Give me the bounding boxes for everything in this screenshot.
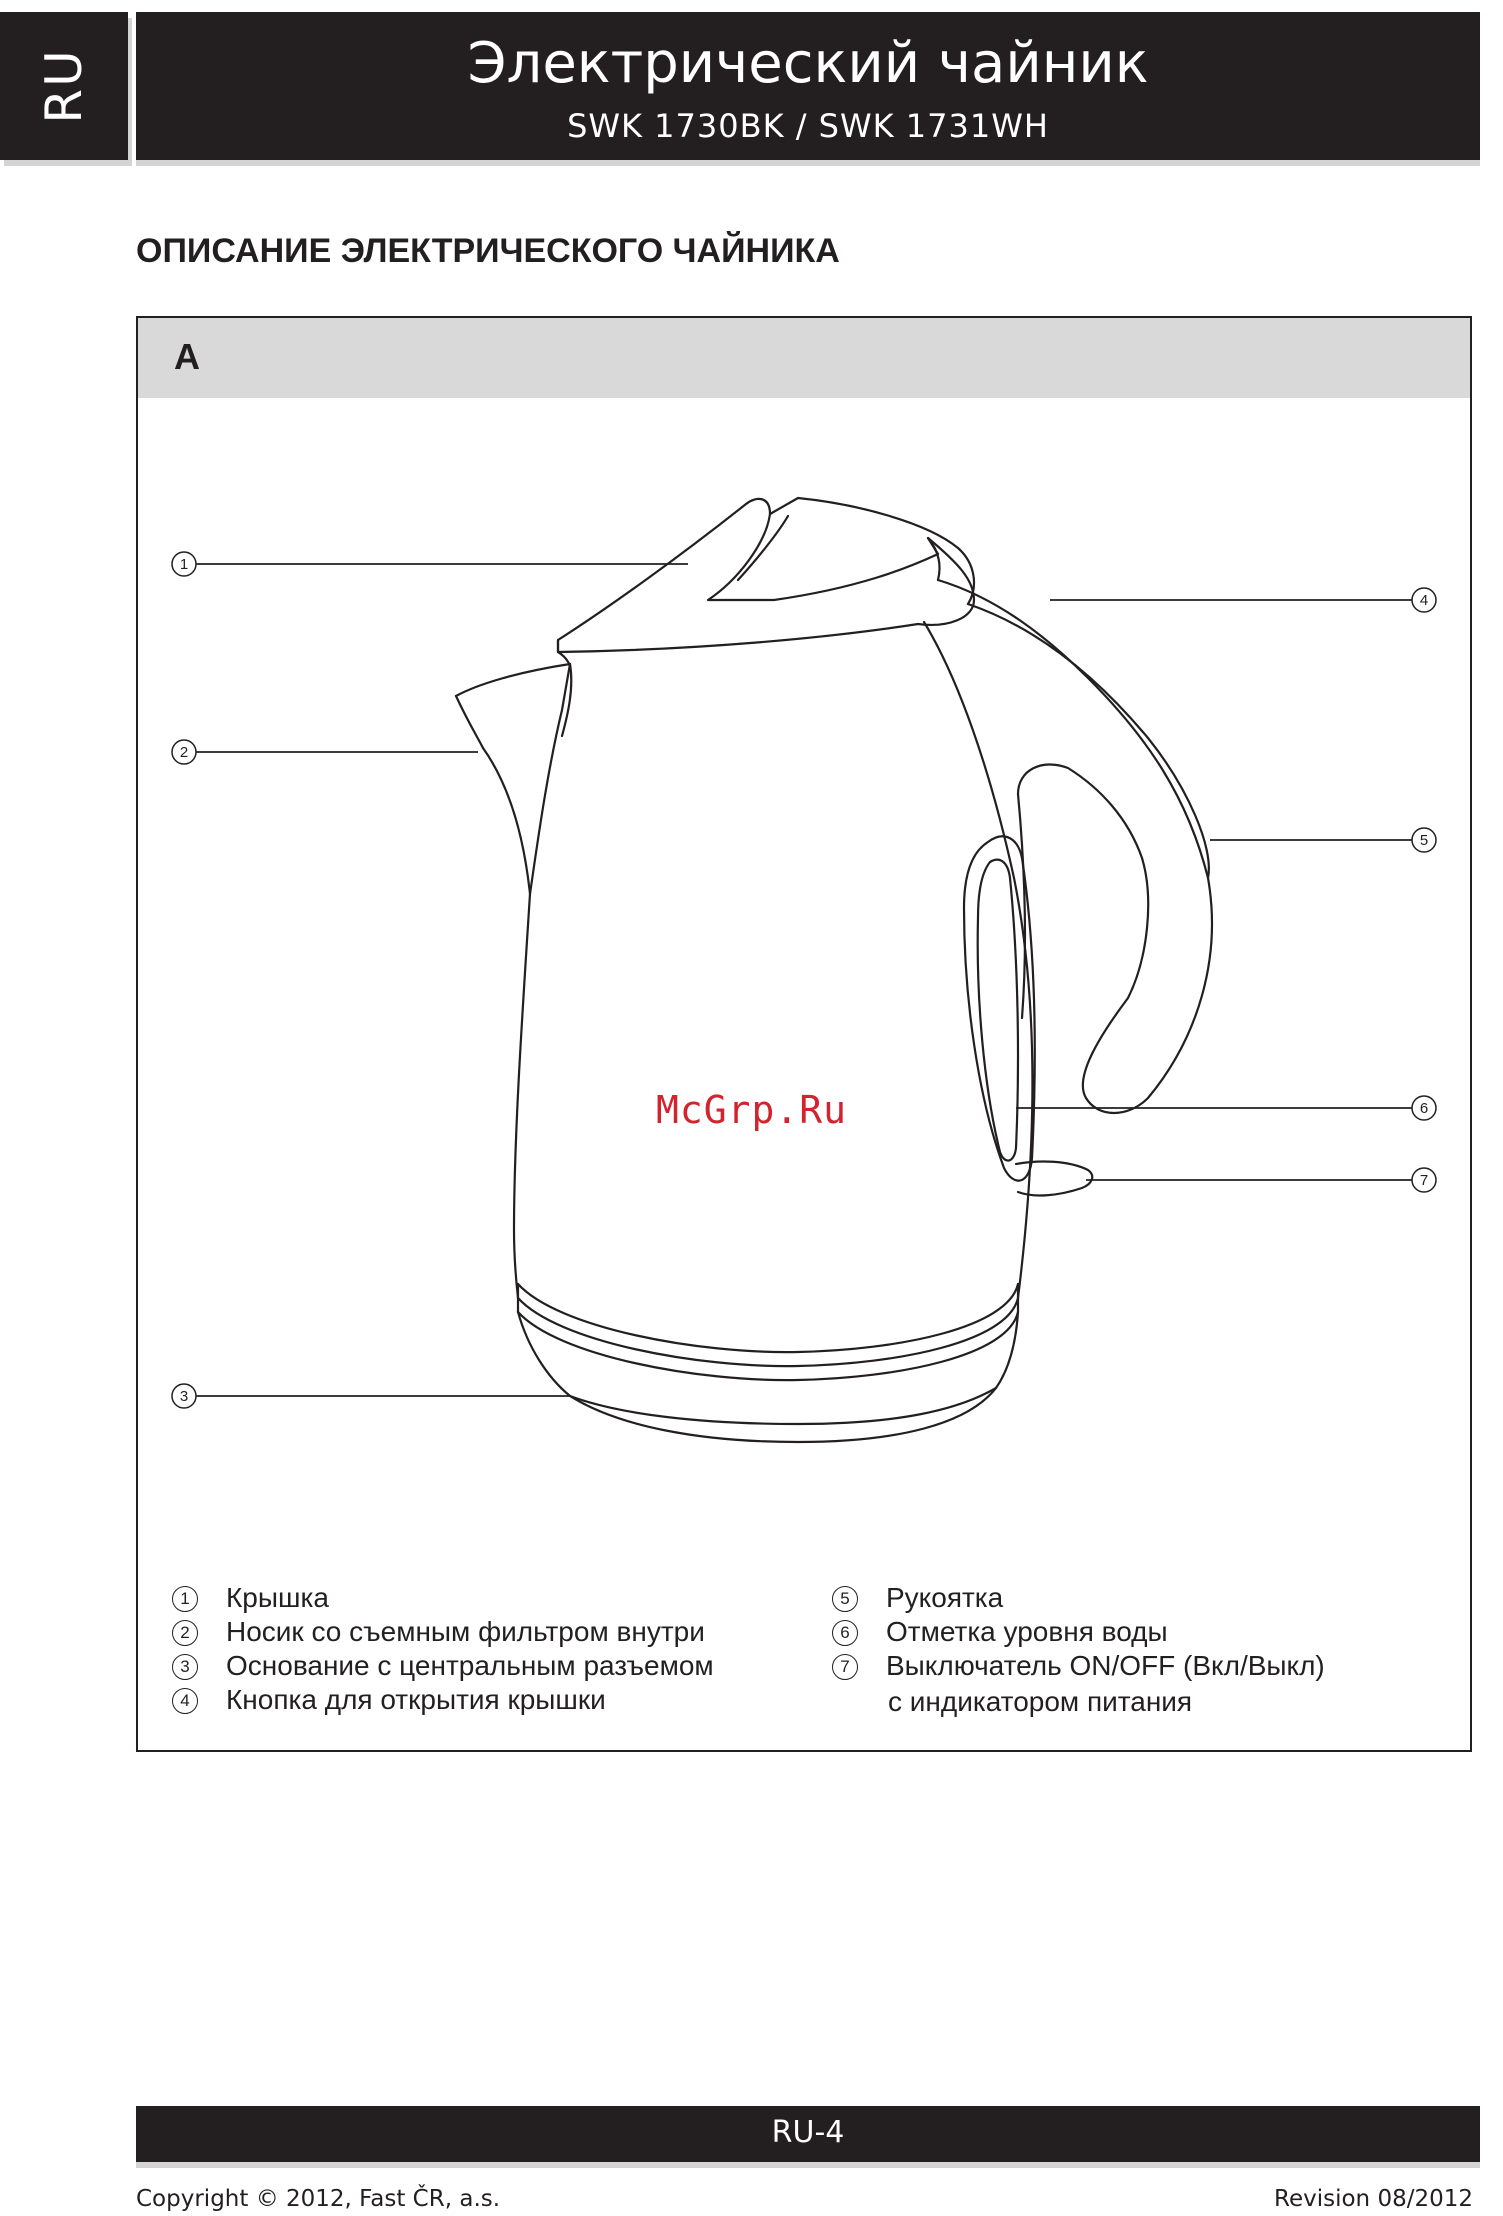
callout-7-label: 7 <box>1419 1172 1429 1189</box>
callout-5-label: 5 <box>1419 832 1429 849</box>
legend-number: 5 <box>832 1586 858 1612</box>
leader-lines <box>196 564 1412 1396</box>
callout-2-label: 2 <box>179 744 189 761</box>
document-title: Электрический чайник <box>467 31 1149 96</box>
model-numbers: SWK 1730BK / SWK 1731WH <box>567 107 1049 145</box>
language-tab <box>0 12 128 160</box>
legend-number: 7 <box>832 1654 858 1680</box>
legend-item-4 <box>172 1686 606 1714</box>
lid <box>558 499 974 652</box>
legend-item-3 <box>172 1652 714 1680</box>
kettle-diagram <box>138 318 1470 1750</box>
callout-4-label: 4 <box>1419 592 1429 609</box>
language-code: RU <box>35 48 93 124</box>
page-number: RU-4 <box>771 2115 845 2150</box>
figure-panel <box>136 316 1472 1752</box>
section-heading: ОПИСАНИЕ ЭЛЕКТРИЧЕСКОГО ЧАЙНИКА <box>136 232 840 270</box>
legend-item-7-continuation: с индикатором питания <box>888 1686 1193 1717</box>
copyright: Copyright © 2012, Fast ČR, a.s. <box>136 2186 501 2212</box>
legend-text: Кнопка для открытия крышки <box>226 1684 606 1715</box>
callout-6-label: 6 <box>1419 1100 1429 1117</box>
legend-item-1 <box>172 1584 329 1612</box>
legend-item-6 <box>832 1618 1168 1646</box>
callout-3-label: 3 <box>179 1388 189 1405</box>
legend-item-2 <box>172 1618 705 1646</box>
legend-number: 1 <box>172 1586 198 1612</box>
kettle-drawing <box>456 498 1212 1442</box>
legend-text: Основание с центральным разъемом <box>226 1650 714 1681</box>
legend-text: Рукоятка <box>886 1582 1004 1613</box>
watermark: McGrp.Ru <box>656 1088 848 1132</box>
spout <box>456 664 570 894</box>
legend-item-7 <box>832 1652 1325 1680</box>
legend-text: Крышка <box>226 1582 329 1613</box>
kettle-body <box>514 894 530 1298</box>
legend-number: 4 <box>172 1688 198 1714</box>
revision: Revision 08/2012 <box>1274 2186 1473 2212</box>
legend-item-5 <box>832 1584 1003 1612</box>
power-switch <box>1016 1162 1092 1196</box>
legend-text: Выключатель ON/OFF (Вкл/Выкл) <box>886 1650 1325 1681</box>
base <box>518 1284 1018 1352</box>
header-bar <box>136 12 1480 160</box>
figure-label: A <box>174 336 200 377</box>
footer-bar <box>136 2106 1480 2162</box>
legend-number: 3 <box>172 1654 198 1680</box>
legend-text: Отметка уровня воды <box>886 1616 1168 1647</box>
legend-number: 6 <box>832 1620 858 1646</box>
handle <box>938 580 1212 1113</box>
legend-text: Носик со съемным фильтром внутри <box>226 1616 705 1647</box>
callout-1-label: 1 <box>179 556 189 573</box>
legend-number: 2 <box>172 1620 198 1646</box>
callout-markers <box>172 552 1436 1408</box>
